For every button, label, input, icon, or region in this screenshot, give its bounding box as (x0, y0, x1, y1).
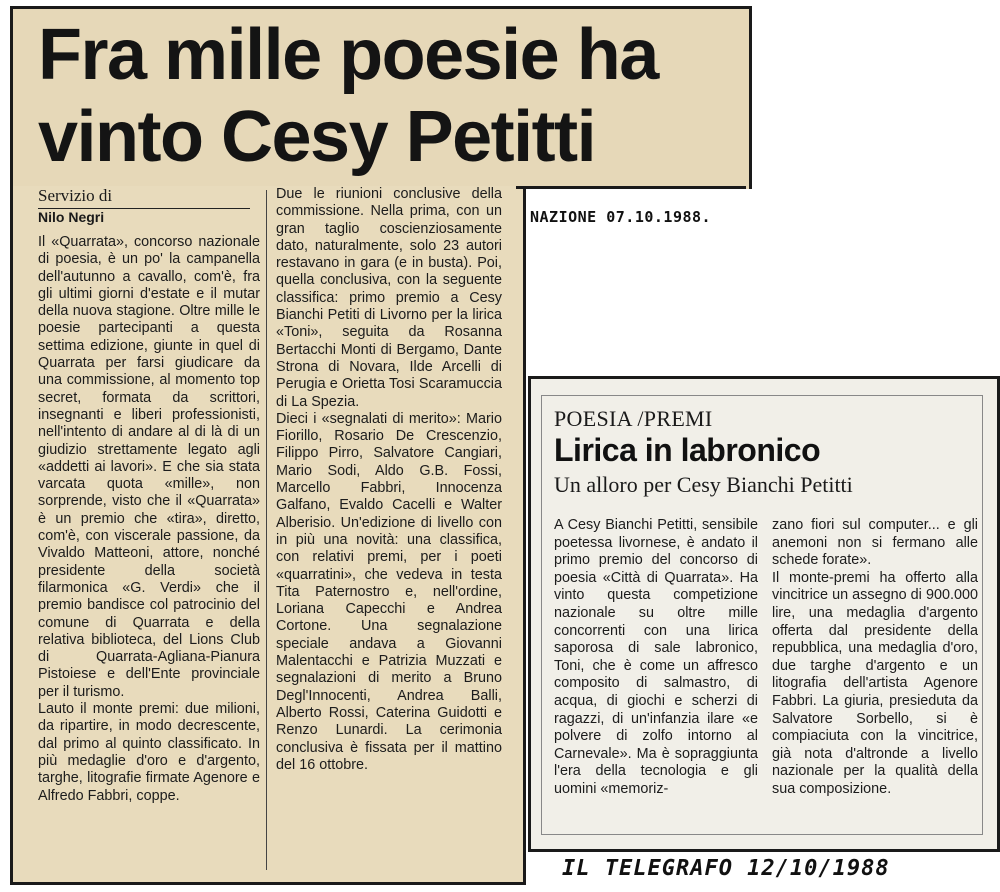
clipping-edge (516, 186, 746, 189)
telegrafo-column-2: zano fiori sul computer... e gli anemoni non si fermano alle schede forate». Il monte-premi ha offerto alla vincitrice un assegno di 900.000 lire, una medaglia d'argento offerta dal presidente della repubblica, una medaglia d'oro, due targhe d'argento e un litografia dell'artista Agenore Fabbri. La giuria, presieduta da Salvatore Sorbello, si è compiaciuta con la vincitrice, già nota d'altronde a livello nazionale per la qualità della sua composizione. (772, 517, 978, 797)
byline-prefix: Servizio di (38, 186, 113, 205)
article-subtitle: Un alloro per Cesy Bianchi Petitti (554, 472, 853, 497)
telegrafo-column-1: A Cesy Bianchi Petitti, sensibile poetessa livornese, è andato il primo premio del concorso di poesia «Città di Quarrata». Ha vinto questa competizione nazionale su oltre mille concorrenti con una lirica saporosa di sale labronico, Toni, che è come un affresco composito di salmastro, di acqua, di giochi e scherzi di ragazzi, di un'infanzia ilare «e polvere di zolfo intorno al Carnevale». Ma è sopraggiunta l'era della tecnologia e gli uomini «memoriz- (554, 517, 758, 797)
handwritten-note-telegrafo: IL TELEGRAFO 12/10/1988 (562, 856, 890, 881)
handwritten-note-nazione: NAZIONE 07.10.1988. (530, 208, 712, 226)
byline-author: Nilo Negri (38, 209, 105, 225)
article-column-2: Due le riunioni conclusive della commissione. Nella prima, con un gran taglio coscienziosamente dato, naturalmente, solo 23 autori restavano in gara (e in busta). Poi, quella conclusiva, con la seguente classifica: primo premio a Cesy Bianchi Petiti di Livorno per la lirica «Toni», seguita da Rosanna Bertacchi Monti di Bergamo, Dante Strona di Novara, Ilde Arcelli di Perugia e Orietta Tosi Scaramuccia di La Spezia. Dieci i «segnalati di merito»: Mario Fiorillo, Rosario De Crescenzio, Filippo Pirro, Salvatore Cangiari, Mario Sodi, Aldo G.B. Fossi, Marcello Fabbri, Innocenza Galfano, Evaldo Cacelli e Walter Alberisio. Un'edizione di livello con in più una novità: una classifica, con relativi premi, per i poeti «quarratini», che vedeva in testa Tita Paternostro e, nell'ordine, Loriana Capecchi e Andrea Cortone. Una segnalazione speciale andava a Giovanni Malentacchi e Patrizia Muzzati e segnalazioni di merito a Bruno Degl'Innocenti, Andrea Balli, Alberto Rossi, Caterina Guidotti e Renzo Lunardi. La cerimonia conclusiva è fissata per il mattino del 16 ottobre. (276, 186, 502, 773)
article-column-1: Il «Quarrata», concorso nazionale di poesia, è un po' la campanella dell'autunno a cavallo, com'è, fra gli ultimi giorni d'estate e il mutar della nuova stagione. Oltre mille le poesie partecipanti a questa settima edizione, giunte in quel di Quarrata per farsi giudicare da una commissione, al momento top secret, formata da scrittori, insegnanti e liberi professionisti, nell'intento di andare al di là di un giudizio strettamente legato agli «addetti ai lavori». E che sia stata varcata quota «mille», non sorprende, visto che il «Quarrata» è un premio che «tira», diretto, com'è, con viscerale passione, da Vivaldo Matteoni, attore, nonché presidente della società filarmonica «G. Verdi» che il premio bandisce col patrocinio del comune di Quarrata e della relativa biblioteca, del Lions Club di Quarrata-Agliana-Pianura Pistoiese e dell'Ente provinciale per il turismo. Lauto il monte premi: due milioni, da ripartire, in modo decrescente, dal primo al quinto classificato. In più medaglie d'oro e d'argento, targhe, litografie firmate Agenore e Alfredo Fabbri, coppe. (38, 234, 260, 804)
column-divider (266, 190, 267, 870)
headline: Fra mille poesie ha vinto Cesy Petitti (38, 15, 658, 177)
section-kicker: POESIA /PREMI (554, 406, 713, 431)
article-title: Lirica in labronico (554, 432, 821, 468)
